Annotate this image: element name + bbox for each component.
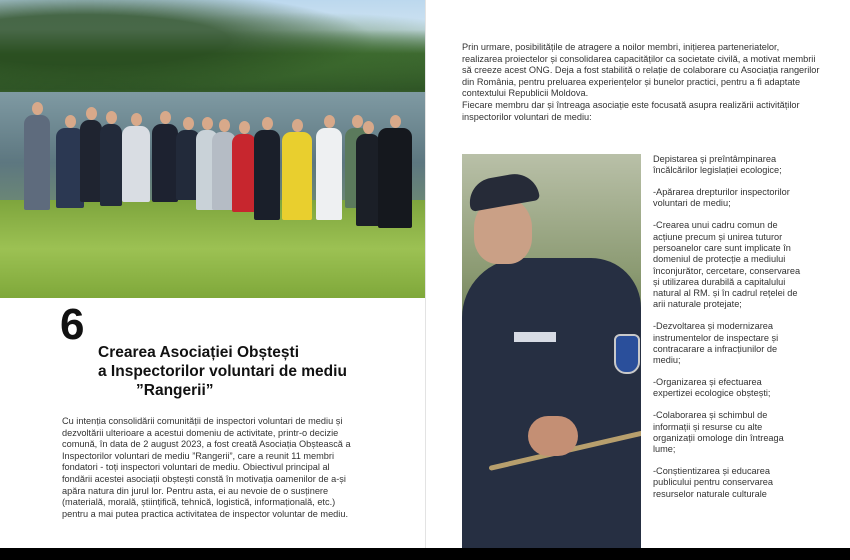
list-item: -Apărarea drepturilor inspectorilor voluntari de mediu; xyxy=(653,187,790,209)
person-figure xyxy=(122,126,150,202)
list-item: -Colaborarea și schimbul de informații și resurse cu alte organizații omologe din întreaga lume; xyxy=(653,410,784,455)
section-body: Cu intenția consolidării comunității de inspectori voluntari de mediu și dezvoltării ulterioare a acestui domeniu de activitate, printr-o decizie comună, în data de 2 august 2023, a fost creată Asociația Obștească a Inspectorilor voluntari de mediu ”Rangerii”, care a reunit 11 membri fondatori - toți inspectori voluntari de mediu. Obiectivul principal al fondării acestei asociații obștești constă în motivația oamenilor de a-și apăra natura din jurul lor. Pentru asta, ei au nevoie de o susținere (materială, morală, științifică, tehnică, logistică, informațională, etc.) pentru a mai putea practica activitatea de inspector voluntar de mediu. xyxy=(62,416,351,519)
intro-text xyxy=(462,42,822,123)
trees-background xyxy=(0,0,425,100)
list-item: -Crearea unui cadru comun de acțiune precum și unirea tuturor persoanelor care sunt implicate în domeniul de protecție a mediului înconjurător, cercetare, conservarea și utilizarea durabilă a capitalului natural al RM. și în cadrul rețelei de arii naturale protejate; xyxy=(653,220,801,310)
ranger-uniform xyxy=(462,258,641,548)
section-title-line: Crearea Asociației Obștești xyxy=(98,344,300,361)
bottom-bar xyxy=(0,548,850,560)
ranger-hand xyxy=(528,416,578,456)
group-photo xyxy=(0,0,425,298)
list-item: -Dezvoltarea și modernizarea instrumentelor de inspectare și contracarare a infracțiunilor de mediu; xyxy=(653,321,779,366)
person-figure xyxy=(100,124,122,206)
person-figure xyxy=(356,134,380,226)
person-figure xyxy=(378,128,412,228)
list-item: -Organizarea și efectuarea expertizei ecologice obștești; xyxy=(653,377,771,399)
ranger-photo xyxy=(462,154,641,548)
person-figure xyxy=(232,134,256,212)
section-title-line: ”Rangerii” xyxy=(136,382,214,399)
name-tag xyxy=(514,332,556,342)
section-title xyxy=(98,343,388,400)
ranger-cap xyxy=(466,170,540,212)
person-figure xyxy=(24,115,50,210)
person-figure xyxy=(316,128,342,220)
person-figure xyxy=(254,130,280,220)
list-item: Depistarea și preîntâmpinarea încălcărilor legislației ecologice; xyxy=(653,154,782,176)
section-title-line: a Inspectorilor voluntari de mediu xyxy=(98,363,347,380)
person-figure xyxy=(80,120,102,202)
page-gutter xyxy=(425,0,426,548)
shoulder-badge-icon xyxy=(614,334,640,374)
objectives-list xyxy=(653,154,801,511)
list-item: -Conștientizarea și educarea publicului pentru conservarea resurselor naturale culturale xyxy=(653,466,774,499)
intro-paragraph: Fiecare membru dar și întreaga asociație este focusată asupra realizării activităților inspectorilor voluntari de mediu: xyxy=(462,99,800,122)
person-figure xyxy=(282,132,312,220)
intro-paragraph: Prin urmare, posibilitățile de atragere a noilor membri, inițierea parteneriatelor, realizarea proiectelor și consolidarea capacităților ca societate civilă, a motivat membrii să creeze acest ONG. Deja a fost stabilită o relație de colaborare cu Asociația rangerilor din România, pentru preluarea experiențelor și bunelor practici, pentru a fi adaptate contextului Republicii Moldova. xyxy=(462,42,820,99)
section-number: 6 xyxy=(60,300,85,349)
person-figure xyxy=(152,124,178,202)
